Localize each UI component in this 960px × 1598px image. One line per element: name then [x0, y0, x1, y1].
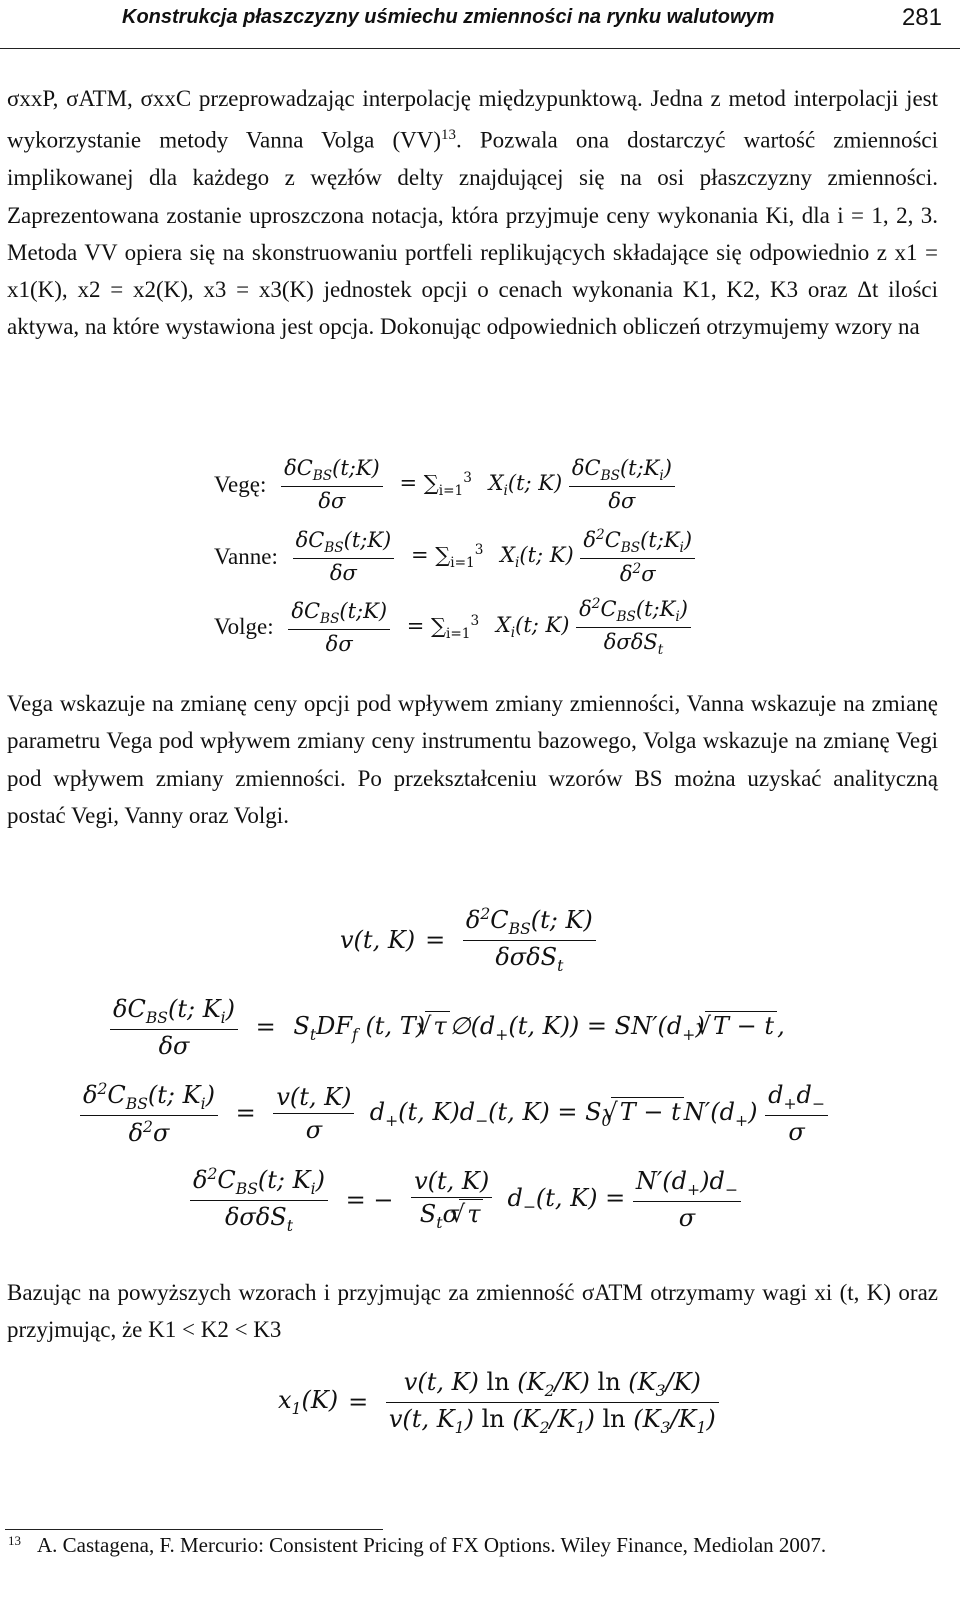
equation-volga-analytic: $\frac{\delta^2C_{BS}(t; K_i)}{\delta\sigma\delta S_t}$ = − $\frac{v(t, K)}{S_t\sigma√ \tau}$ $d_-(t$, K) = $\frac{N'(d_+)d_-}{\sigma}$ — [190, 1165, 741, 1235]
equation-vega-analytic: $\frac{\delta C_{BS}(t; K_i)}{\delta\sigma}$ = $S_tDF_f$ (t, T)√ τ $\emptyset(d_+(t$, $K)) = SN'(d_+)√$ T − t , — [110, 995, 785, 1060]
equation-vanna-analytic: $\frac{\delta^2C_{BS}(t; K_i)}{\delta^2\sigma}$ = $\frac{v(t, K)}{\sigma}$ $d_+(t$, $K)d_-(t$, $K) = S_0√$ T − t $N'(d_+)$ $\frac{d_+d_-}{\sigma}$ — [80, 1080, 828, 1147]
footnote-number: 13 — [8, 1533, 21, 1548]
fraction: $\frac{\delta C_{BS}(t;K)}{\delta\sigma}$ — [281, 456, 383, 513]
equation-volga: Volge: $\frac{\delta C_{BS}(t;K)}{\delta\sigma}$ = $\sum_{i=1}^3$ $X_i(t$; K) $\frac{\delta^2C_{BS}(t;K_i)}{\delta\sigma\delta S_t}$ — [214, 596, 691, 658]
paragraph-weights: Bazując na powyższych wzorach i przyjmując za zmienność σATM otrzymamy wagi xi (t, K) oraz przyjmując, że K1 < K2 < K3 — [7, 1280, 938, 1343]
paragraph-vega-vanna-volga: Vega wskazuje na zmianę ceny opcji pod wpływem zmiany zmienności, Vanna wskazuje na zmianę parametru Vega pod wpływem zmiany ceny instrumentu bazowego, Volga wskazuje na zmianę Vegi pod wpływem zmiany zmienności. Po przekształceniu wzorów BS można uzyskać analityczną postać Vegi, Vanny oraz Volgi. — [7, 691, 938, 828]
footnote-divider — [5, 1529, 383, 1530]
equation-x1: $x_1(K)$ = $\frac{v(t, K) \ln (K_2/K) \ln (K_3/K)}{v(t, K_1) \ln (K_2/K_1) \ln (K_3/K_1)}$ — [278, 1368, 719, 1437]
running-title: Konstrukcja płaszczyzny uśmiechu zmienności na rynku walutowym — [122, 6, 775, 28]
footnote-ref[interactable]: 13 — [441, 127, 456, 144]
volga-label: Volge: — [214, 614, 274, 640]
vega-label: Vegę: — [214, 471, 267, 497]
equation-vanna: Vanne: $\frac{\delta C_{BS}(t;K)}{\delta\sigma}$ = $\sum_{i=1}^3$ $X_i(t$; K) $\frac{\delta^2C_{BS}(t;K_i)}{\delta^2\sigma}$ — [214, 527, 695, 586]
equation-vega: Vegę: $\frac{\delta C_{BS}(t;K)}{\delta\sigma}$ = $\sum_{i=1}^3$ $X_i(t$; K) $\frac{\delta C_{BS}(t;K_i)}{\delta\sigma}$ — [214, 456, 675, 513]
fraction: $\frac{\delta C_{BS}(t;K_i)}{\delta\sigma}$ — [569, 456, 675, 513]
footnote-text: A. Castagena, F. Mercurio: Consistent Pricing of FX Options. Wiley Finance, Mediolan 2007. — [37, 1533, 827, 1557]
page-number: 281 — [901, 4, 942, 31]
equation-v: v(t, K) = $\frac{\delta^2C_{BS}(t; K)}{\delta\sigma\delta S_t}$ — [340, 905, 596, 975]
footnote — [8, 1533, 826, 1558]
page-header — [0, 0, 960, 49]
paragraph-intro-text-cont: . Pozwala ona dostarczyć wartość zmienności implikowanej dla każdego z węzłów delty znajdującej się na osi płaszczyzny zmienności. Zaprezentowana zostanie uproszczona notacja, która przyjmuje ceny wykonania Ki, dla i = 1, 2, 3. Metoda VV opiera się na skonstruowaniu portfeli replikujących składające się odpowiednio z x1 = x1(K), x2 = x2(K), x3 = x3(K) jednostek opcji o cenach wykonania K1, K2, K3 oraz Δt ilości aktywa, na które wystawiona jest opcja. Dokonując odpowiednich obliczeń otrzymujemy wzory na — [7, 127, 939, 340]
paragraph-intro — [7, 80, 938, 346]
vanna-label: Vanne: — [214, 543, 278, 569]
paragraph-intro-text: σxxP, σATM, σxxC przeprowadzając interpolację międzypunktową. Jedna z metod interpolacji jest wykorzystanie metody Vanna Volga (VV) — [7, 86, 938, 153]
